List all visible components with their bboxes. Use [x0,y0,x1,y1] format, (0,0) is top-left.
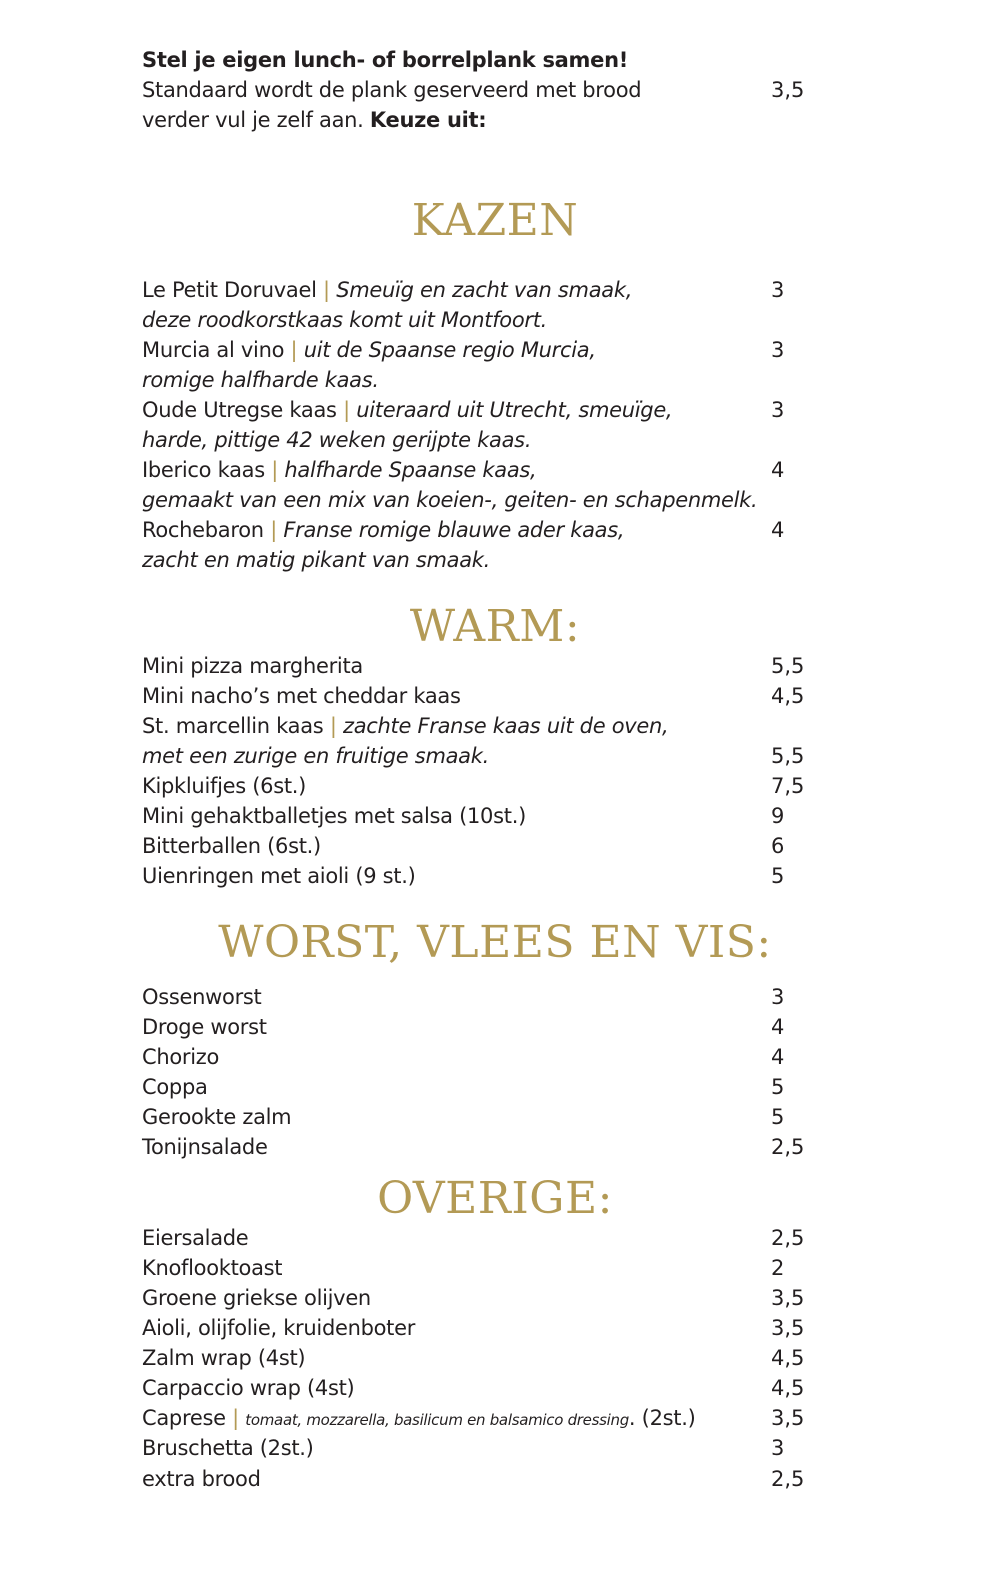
menu-item: Bitterballen (6st.) [142,834,321,858]
item-price: 3 [771,1436,785,1460]
item-price: 2,5 [771,1467,805,1491]
menu-item [142,1403,842,1435]
item-price: 2 [771,1256,785,1280]
item-description: Smeuïg en zacht van smaak, [336,278,633,302]
menu-item: Zalm wrap (4st) [142,1346,306,1370]
item-name: Caprese [142,1406,226,1430]
item-price: 3 [771,338,785,362]
item-description-2: zacht en matig pikant van smaak. [142,548,491,572]
item-price: 5,5 [771,654,805,678]
separator-bar: | [290,338,298,362]
item-price: 5 [771,1075,785,1099]
item-price: 3,5 [771,1286,805,1310]
intro-line-2 [142,105,842,135]
item-name: Le Petit Doruvael [142,278,317,302]
item-name: Oude Utregse kaas [142,398,337,422]
menu-item: Kipkluifjes (6st.) [142,774,307,798]
item-description-2: harde, pittige 42 weken gerijpte kaas. [142,428,532,452]
item-description: uit de Spaanse regio Murcia, [303,338,596,362]
item-name: Murcia al vino [142,338,285,362]
item-price: 4 [771,1045,785,1069]
section-title-warm: WARM: [409,601,581,652]
item-price: 7,5 [771,774,805,798]
menu-item [142,335,842,365]
item-price: 4,5 [771,684,805,708]
menu-item: Bruschetta (2st.) [142,1436,314,1460]
item-description: tomaat, mozzarella, basilicum en balsamico dressing [245,1411,629,1429]
intro-choice-label: Keuze uit: [369,108,487,132]
item-description-2: romige halfharde kaas. [142,368,379,392]
menu-item: Droge worst [142,1015,267,1039]
menu-item: Knoflooktoast [142,1256,283,1280]
separator-bar: | [232,1406,239,1430]
item-price: 4 [771,1015,785,1039]
menu-item [142,515,842,545]
menu-item [142,711,842,741]
item-description: Franse romige blauwe ader kaas, [283,518,625,542]
item-price: 5 [771,1105,785,1129]
menu-item [142,455,842,485]
menu-item [142,275,842,305]
intro-title: Stel je eigen lunch- of borrelplank samen! [142,48,629,72]
menu-item [142,395,842,425]
item-suffix: . (2st.) [628,1406,696,1430]
item-description-2: deze roodkorstkaas komt uit Montfoort. [142,308,548,332]
intro-line-2-text: verder vul je zelf aan. [142,108,364,132]
item-description: zachte Franse kaas uit de oven, [343,714,669,738]
menu-item: Chorizo [142,1045,220,1069]
item-name: Rochebaron [142,518,264,542]
item-price: 4 [771,518,785,542]
item-name: St. marcellin kaas [142,714,324,738]
menu-item: extra brood [142,1467,261,1491]
section-title-overige: OVERIGE: [377,1173,613,1224]
separator-bar: | [271,458,279,482]
section-title-kazen: KAZEN [411,195,579,246]
item-description-2: gemaakt van een mix van koeien-, geiten- en schapenmelk. [142,488,758,512]
item-price: 6 [771,834,785,858]
menu-item: Mini pizza margherita [142,654,363,678]
item-price: 3,5 [771,1316,805,1340]
item-price: 3 [771,985,785,1009]
intro-line-1: Standaard wordt de plank geserveerd met brood [142,78,642,102]
menu-item: Tonijnsalade [142,1135,268,1159]
separator-bar: | [329,714,337,738]
separator-bar: | [270,518,277,542]
section-title-worst: WORST, VLEES EN VIS: [218,917,772,968]
item-price: 4 [771,458,785,482]
separator-bar: | [323,278,330,302]
item-price: 3 [771,398,785,422]
item-price: 3 [771,278,785,302]
menu-item: Mini gehaktballetjes met salsa (10st.) [142,804,526,828]
item-price: 4,5 [771,1346,805,1370]
menu-item: Uienringen met aioli (9 st.) [142,864,416,888]
menu-item: Carpaccio wrap (4st) [142,1376,355,1400]
menu-item: Mini nacho’s met cheddar kaas [142,684,461,708]
item-price: 2,5 [771,1135,805,1159]
menu-item: Groene griekse olijven [142,1286,371,1310]
menu-item: Aioli, olijfolie, kruidenboter [142,1316,416,1340]
separator-bar: | [343,398,350,422]
item-price: 9 [771,804,785,828]
item-name: Iberico kaas [142,458,265,482]
item-description: uiteraard uit Utrecht, smeuïge, [356,398,673,422]
item-price: 4,5 [771,1376,805,1400]
item-description-2: met een zurige en fruitige smaak. [142,744,489,768]
item-price: 3,5 [771,1406,805,1430]
intro-price: 3,5 [771,78,805,102]
menu-item: Ossenworst [142,985,262,1009]
item-price: 5 [771,864,785,888]
item-price: 2,5 [771,1226,805,1250]
item-price: 5,5 [771,744,805,768]
menu-item: Eiersalade [142,1226,249,1250]
item-description: halfharde Spaanse kaas, [284,458,537,482]
menu-item: Coppa [142,1075,208,1099]
menu-item: Gerookte zalm [142,1105,292,1129]
